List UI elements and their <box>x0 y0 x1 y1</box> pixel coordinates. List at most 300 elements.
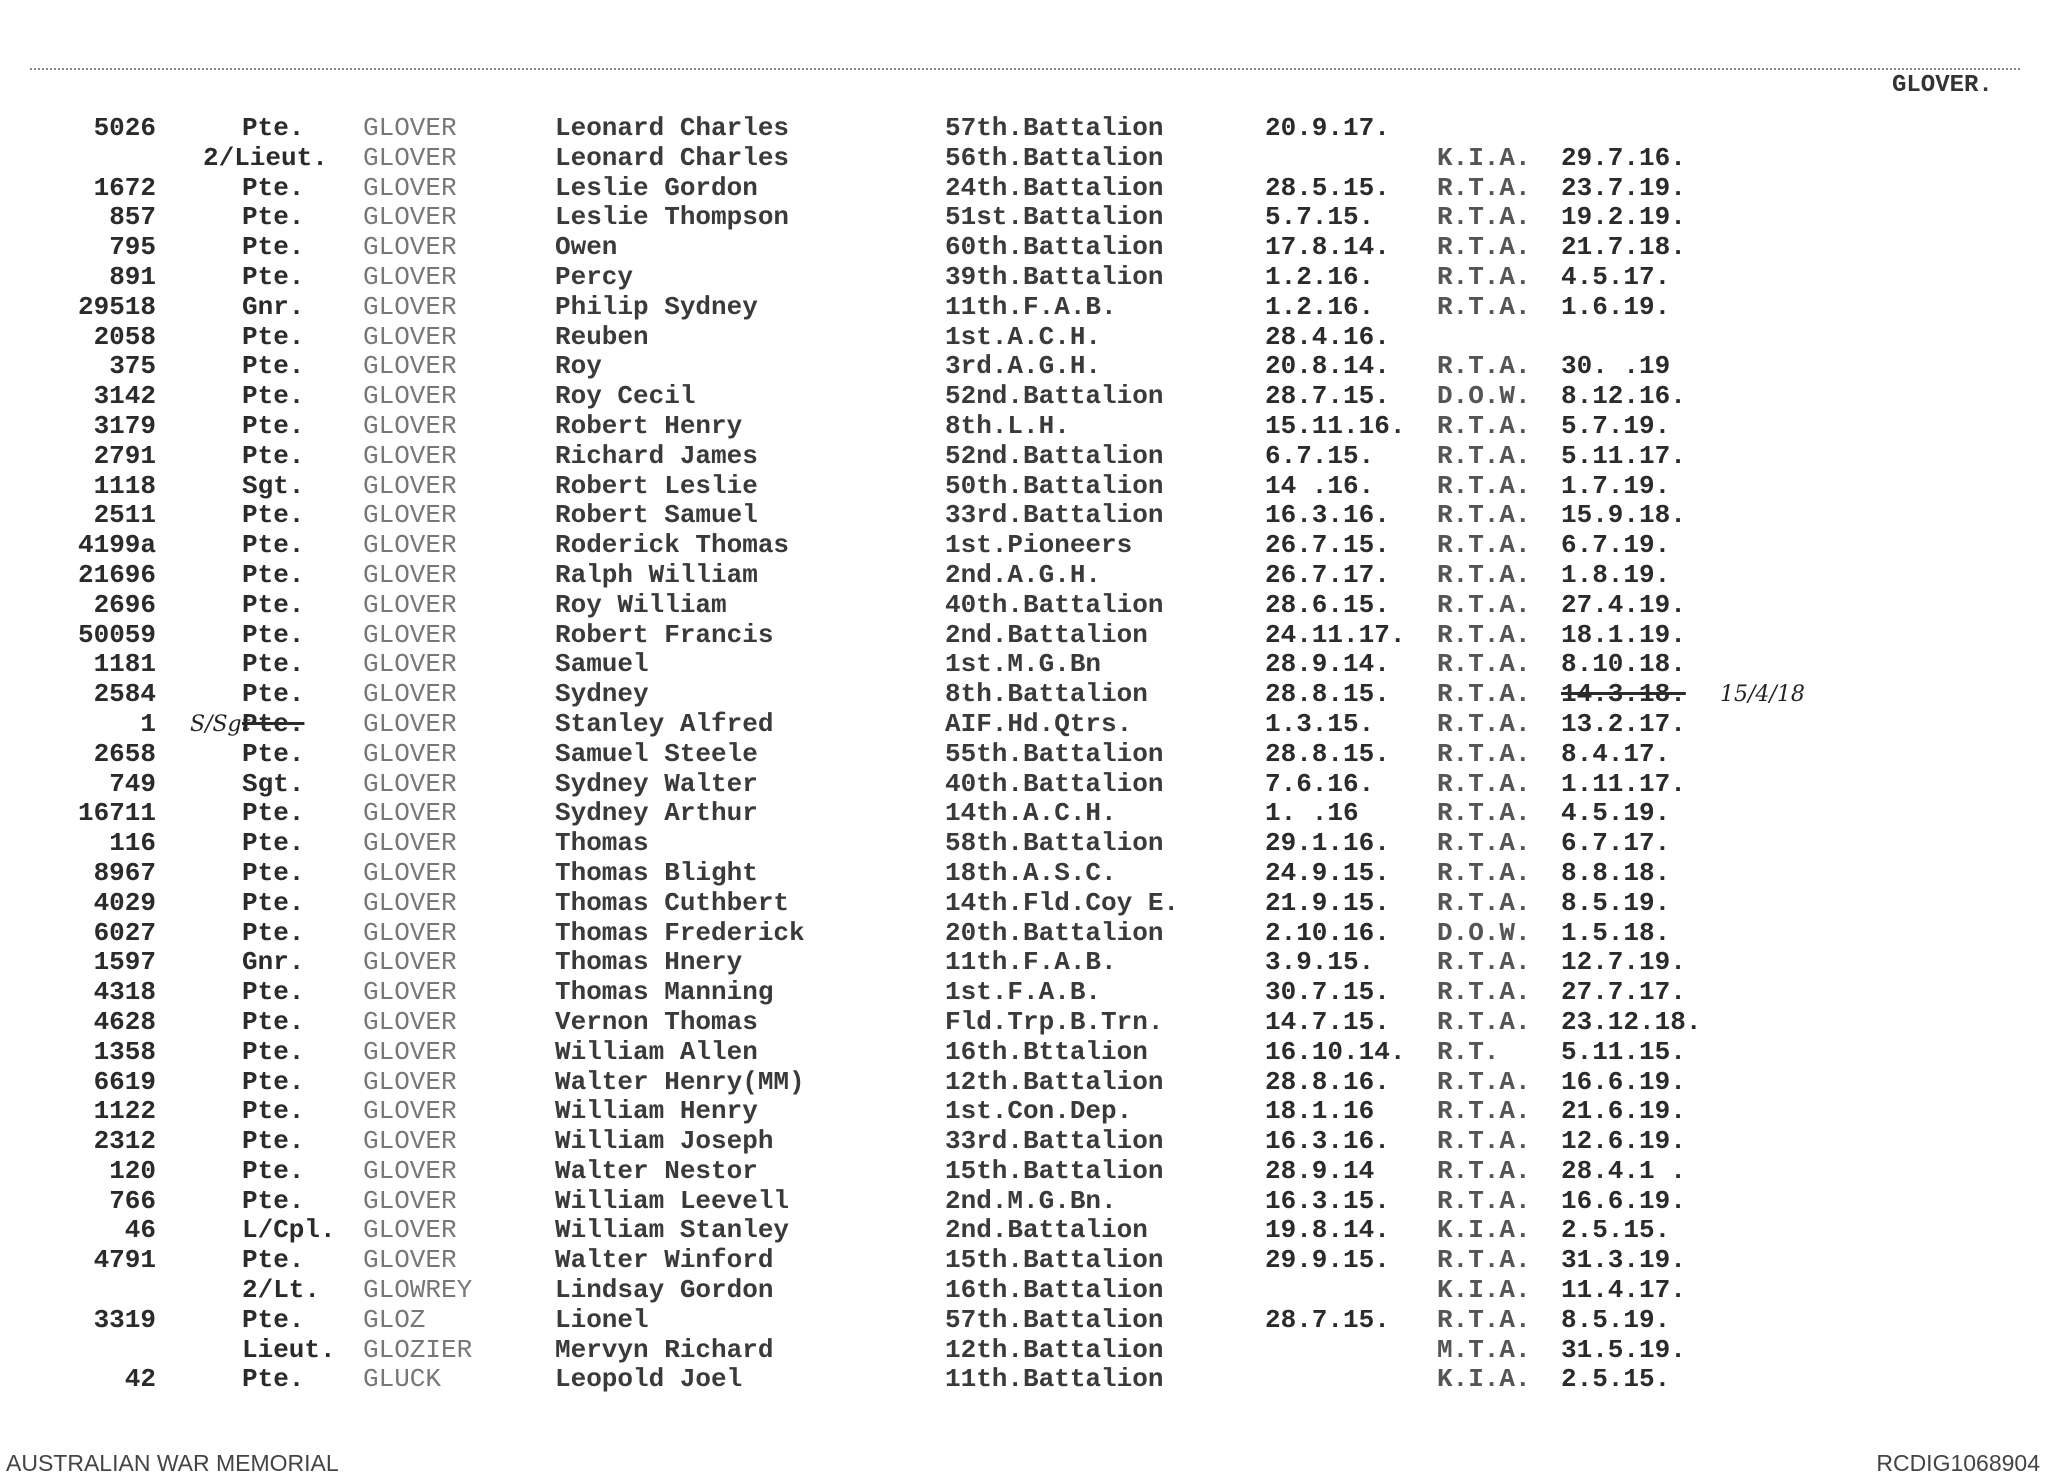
service-number: 2058 <box>93 321 156 352</box>
enlistment-date: 28.5.15. <box>1265 172 1390 203</box>
roll-entry <box>0 203 2048 233</box>
fate: R.T.A. <box>1437 768 1531 799</box>
given-names: Roy Cecil <box>555 381 696 412</box>
nominal-roll-list <box>0 114 2048 1395</box>
unit: 14th.A.C.H. <box>945 798 1117 829</box>
fate: R.T.A. <box>1437 1155 1531 1186</box>
fate: R.T.A. <box>1437 530 1531 561</box>
roll-entry <box>0 621 2048 651</box>
roll-entry <box>0 382 2048 412</box>
surname: GLOVER <box>363 1185 457 1216</box>
given-names: Lindsay Gordon <box>555 1275 774 1306</box>
given-names: Reuben <box>555 321 649 352</box>
unit: 56th.Battalion <box>945 142 1164 173</box>
enlistment-date: 14 .16. <box>1265 470 1375 501</box>
surname: GLOVER <box>363 649 457 680</box>
roll-entry <box>0 829 2048 859</box>
rank: Pte. <box>242 1036 305 1067</box>
fate: R.T.A. <box>1437 1304 1531 1335</box>
unit: 8th.L.H. <box>945 410 1070 441</box>
unit: 2nd.Battalion <box>945 619 1148 650</box>
surname: GLOVER <box>363 1245 457 1276</box>
service-number: 4029 <box>93 887 156 918</box>
service-number: 1672 <box>93 172 156 203</box>
rank: Pte. <box>242 1066 305 1097</box>
fate: R.T.A. <box>1437 649 1531 680</box>
roll-entry <box>0 1336 2048 1366</box>
given-names: Leslie Thompson <box>555 202 790 233</box>
surname: GLOZIER <box>363 1334 473 1365</box>
unit: 1st.A.C.H. <box>945 321 1102 352</box>
roll-entry <box>0 323 2048 353</box>
enlistment-date: 21.9.15. <box>1265 887 1390 918</box>
service-number: 766 <box>109 1185 156 1216</box>
fate-date: 8.5.19. <box>1561 1304 1671 1335</box>
given-names: Walter Nestor <box>555 1155 758 1186</box>
unit: 8th.Battalion <box>945 679 1148 710</box>
roll-entry <box>0 710 2048 740</box>
given-names: William Allen <box>555 1036 758 1067</box>
rank: Pte. <box>242 1006 305 1037</box>
roll-entry <box>0 770 2048 800</box>
unit: 24th.Battalion <box>945 172 1164 203</box>
fate: D.O.W. <box>1437 381 1531 412</box>
unit: 50th.Battalion <box>945 470 1164 501</box>
rank: Pte. <box>242 440 305 471</box>
service-number: 8967 <box>93 857 156 888</box>
rank: Pte. <box>242 1304 305 1335</box>
fate: R.T.A. <box>1437 172 1531 203</box>
unit: 57th.Battalion <box>945 113 1164 143</box>
fate: R.T.A. <box>1437 261 1531 292</box>
fate: R.T.A. <box>1437 1185 1531 1216</box>
rank: Pte. <box>242 828 305 859</box>
rank: Pte. <box>242 351 305 382</box>
surname: GLUCK <box>363 1364 442 1395</box>
roll-entry <box>0 1306 2048 1336</box>
unit: 2nd.A.G.H. <box>945 559 1102 590</box>
service-number: 1118 <box>93 470 156 501</box>
surname: GLOVER <box>363 470 457 501</box>
unit: 52nd.Battalion <box>945 381 1164 412</box>
fate: R.T.A. <box>1437 679 1531 710</box>
rank: Pte. <box>242 410 305 441</box>
page-heading-surname: GLOVER. <box>1892 72 1993 99</box>
service-number: 21696 <box>77 559 156 590</box>
given-names: Roy William <box>555 589 727 620</box>
given-names: Sydney <box>555 679 649 710</box>
service-number: 1597 <box>93 947 156 978</box>
rank: Sgt. <box>242 470 305 501</box>
given-names: Stanley Alfred <box>555 708 774 739</box>
rank: Pte. <box>242 1245 305 1276</box>
service-number: 1 <box>140 708 156 739</box>
given-names: Roy <box>555 351 602 382</box>
roll-entry <box>0 740 2048 770</box>
service-number: 6027 <box>93 917 156 948</box>
fate: R.T.A. <box>1437 798 1531 829</box>
enlistment-date: 1. .16 <box>1265 798 1359 829</box>
enlistment-date: 2.10.16. <box>1265 917 1390 948</box>
roll-entry <box>0 233 2048 263</box>
fate-date: 13.2.17. <box>1561 708 1686 739</box>
given-names: William Leevell <box>555 1185 790 1216</box>
fate-date: 4.5.19. <box>1561 798 1671 829</box>
service-number: 1181 <box>93 649 156 680</box>
given-names: Percy <box>555 261 634 292</box>
rank: Lieut. <box>242 1334 336 1365</box>
rank: L/Cpl. <box>242 1215 336 1246</box>
surname: GLOVER <box>363 261 457 292</box>
fate-date: 8.10.18. <box>1561 649 1686 680</box>
roll-entry <box>0 1187 2048 1217</box>
surname: GLOVER <box>363 1006 457 1037</box>
service-number: 29518 <box>77 291 156 322</box>
given-names: Vernon Thomas <box>555 1006 758 1037</box>
rank: Pte. <box>242 1185 305 1216</box>
unit: 1st.F.A.B. <box>945 977 1102 1008</box>
roll-entry <box>0 650 2048 680</box>
enlistment-date: 16.3.16. <box>1265 1126 1390 1157</box>
fate: R.T.A. <box>1437 559 1531 590</box>
roll-entry <box>0 1038 2048 1068</box>
roll-entry <box>0 293 2048 323</box>
roll-entry <box>0 144 2048 174</box>
rank: Pte. <box>242 559 305 590</box>
roll-entry <box>0 114 2048 144</box>
surname: GLOVER <box>363 619 457 650</box>
surname: GLOWREY <box>363 1275 473 1306</box>
fate-date: 5.11.17. <box>1561 440 1686 471</box>
surname: GLOVER <box>363 530 457 561</box>
fate-date: 12.7.19. <box>1561 947 1686 978</box>
fate: R.T.A. <box>1437 619 1531 650</box>
fate-date: 5.11.15. <box>1561 1036 1686 1067</box>
unit: 39th.Battalion <box>945 261 1164 292</box>
fate-date: 28.4.1 . <box>1561 1155 1686 1186</box>
fate-date: 1.11.17. <box>1561 768 1686 799</box>
fate: K.I.A. <box>1437 1275 1531 1306</box>
surname: GLOVER <box>363 172 457 203</box>
given-names: William Stanley <box>555 1215 790 1246</box>
rank: Pte. <box>242 679 305 710</box>
fate-date: 21.6.19. <box>1561 1096 1686 1127</box>
given-names: Roderick Thomas <box>555 530 790 561</box>
unit: 16th.Bttalion <box>945 1036 1148 1067</box>
surname: GLOVER <box>363 768 457 799</box>
roll-entry <box>0 442 2048 472</box>
unit: 11th.F.A.B. <box>945 291 1117 322</box>
handwritten-rank-note: S/Sgt <box>190 711 251 737</box>
roll-entry <box>0 501 2048 531</box>
service-number: 4628 <box>93 1006 156 1037</box>
roll-entry <box>0 561 2048 591</box>
fate-date: 2.5.15. <box>1561 1364 1671 1395</box>
roll-entry <box>0 1127 2048 1157</box>
surname: GLOVER <box>363 500 457 531</box>
service-number: 891 <box>109 261 156 292</box>
fate-date: 21.7.18. <box>1561 232 1686 263</box>
unit: 15th.Battalion <box>945 1245 1164 1276</box>
fate-date: 23.12.18. <box>1561 1006 1702 1037</box>
rank: Pte. <box>242 589 305 620</box>
unit: 15th.Battalion <box>945 1155 1164 1186</box>
enlistment-date: 16.10.14. <box>1265 1036 1406 1067</box>
given-names: Leonard Charles <box>555 113 790 143</box>
unit: Fld.Trp.B.Trn. <box>945 1006 1164 1037</box>
given-names: Leslie Gordon <box>555 172 758 203</box>
unit: 1st.Pioneers <box>945 530 1133 561</box>
rank: Pte. <box>242 738 305 769</box>
service-number: 4791 <box>93 1245 156 1276</box>
unit: 33rd.Battalion <box>945 500 1164 531</box>
fate-date: 18.1.19. <box>1561 619 1686 650</box>
surname: GLOVER <box>363 1155 457 1186</box>
surname: GLOVER <box>363 202 457 233</box>
fate-date: 5.7.19. <box>1561 410 1671 441</box>
unit: 57th.Battalion <box>945 1304 1164 1335</box>
service-number: 1358 <box>93 1036 156 1067</box>
roll-entry <box>0 978 2048 1008</box>
given-names: Thomas Cuthbert <box>555 887 790 918</box>
fate: R.T.A. <box>1437 351 1531 382</box>
fate-date: 15.9.18. <box>1561 500 1686 531</box>
service-number: 42 <box>124 1364 156 1395</box>
roll-entry <box>0 799 2048 829</box>
fate: R.T.A. <box>1437 887 1531 918</box>
given-names: Walter Winford <box>555 1245 774 1276</box>
service-number: 749 <box>109 768 156 799</box>
enlistment-date: 20.8.14. <box>1265 351 1390 382</box>
unit: 51st.Battalion <box>945 202 1164 233</box>
enlistment-date: 28.7.15. <box>1265 1304 1390 1335</box>
service-number: 3142 <box>93 381 156 412</box>
surname: GLOVER <box>363 440 457 471</box>
enlistment-date: 28.9.14. <box>1265 649 1390 680</box>
unit: 40th.Battalion <box>945 768 1164 799</box>
rank: Pte. <box>242 619 305 650</box>
enlistment-date: 5.7.15. <box>1265 202 1375 233</box>
fate-date: 1.5.18. <box>1561 917 1671 948</box>
fate-date: 30. .19 <box>1561 351 1671 382</box>
surname: GLOVER <box>363 381 457 412</box>
given-names: Thomas Blight <box>555 857 758 888</box>
fate: R.T.A. <box>1437 232 1531 263</box>
rank: Pte. <box>242 321 305 352</box>
given-names: Walter Henry(MM) <box>555 1066 805 1097</box>
roll-entry <box>0 472 2048 502</box>
fate: R.T.A. <box>1437 1006 1531 1037</box>
fate-date: 8.8.18. <box>1561 857 1671 888</box>
given-names: Sydney Arthur <box>555 798 758 829</box>
given-names: Sydney Walter <box>555 768 758 799</box>
surname: GLOVER <box>363 857 457 888</box>
unit: 1st.Con.Dep. <box>945 1096 1133 1127</box>
rank: Sgt. <box>242 768 305 799</box>
rank: Pte. <box>242 857 305 888</box>
roll-entry <box>0 948 2048 978</box>
enlistment-date: 28.8.16. <box>1265 1066 1390 1097</box>
surname: GLOVER <box>363 589 457 620</box>
enlistment-date: 17.8.14. <box>1265 232 1390 263</box>
fate: R.T.A. <box>1437 738 1531 769</box>
fate-date: 12.6.19. <box>1561 1126 1686 1157</box>
roll-entry <box>0 1216 2048 1246</box>
fate-date: 1.8.19. <box>1561 559 1671 590</box>
service-number: 2791 <box>93 440 156 471</box>
fate-date: 14.3.18. <box>1561 679 1686 710</box>
enlistment-date: 28.6.15. <box>1265 589 1390 620</box>
fate: R.T.A. <box>1437 1126 1531 1157</box>
surname: GLOVER <box>363 142 457 173</box>
roll-entry <box>0 1157 2048 1187</box>
service-number: 795 <box>109 232 156 263</box>
unit: 12th.Battalion <box>945 1066 1164 1097</box>
surname: GLOZ <box>363 1304 426 1335</box>
fate-date: 1.7.19. <box>1561 470 1671 501</box>
enlistment-date: 6.7.15. <box>1265 440 1375 471</box>
unit: 2nd.M.G.Bn. <box>945 1185 1117 1216</box>
fate: K.I.A. <box>1437 142 1531 173</box>
handwritten-date-note: 15/4/18 <box>1720 682 1805 708</box>
rank: Pte. <box>242 113 305 143</box>
enlistment-date: 14.7.15. <box>1265 1006 1390 1037</box>
enlistment-date: 18.1.16 <box>1265 1096 1375 1127</box>
fate: R.T.A. <box>1437 202 1531 233</box>
rank: Pte. <box>242 261 305 292</box>
given-names: Mervyn Richard <box>555 1334 774 1365</box>
service-number: 3179 <box>93 410 156 441</box>
surname: GLOVER <box>363 828 457 859</box>
given-names: Lionel <box>555 1304 649 1335</box>
rank: Gnr. <box>242 291 305 322</box>
enlistment-date: 28.4.16. <box>1265 321 1390 352</box>
rank: Pte. <box>242 1096 305 1127</box>
unit: 11th.Battalion <box>945 1364 1164 1395</box>
roll-entry <box>0 352 2048 382</box>
roll-entry <box>0 1365 2048 1395</box>
fate-date: 1.6.19. <box>1561 291 1671 322</box>
enlistment-date: 28.7.15. <box>1265 381 1390 412</box>
enlistment-date: 30.7.15. <box>1265 977 1390 1008</box>
roll-entry <box>0 174 2048 204</box>
footer-record-id: RCDIG1068904 <box>1876 1450 2040 1476</box>
given-names: William Joseph <box>555 1126 774 1157</box>
surname: GLOVER <box>363 559 457 590</box>
rank: Pte. <box>242 202 305 233</box>
surname: GLOVER <box>363 410 457 441</box>
service-number: 2312 <box>93 1126 156 1157</box>
given-names: Thomas Hnery <box>555 947 743 978</box>
service-number: 375 <box>109 351 156 382</box>
fate: R.T.A. <box>1437 291 1531 322</box>
given-names: Thomas Frederick <box>555 917 805 948</box>
unit: 3rd.A.G.H. <box>945 351 1102 382</box>
enlistment-date: 1.3.15. <box>1265 708 1375 739</box>
surname: GLOVER <box>363 887 457 918</box>
fate-date: 23.7.19. <box>1561 172 1686 203</box>
surname: GLOVER <box>363 113 457 143</box>
fate-date: 2.5.15. <box>1561 1215 1671 1246</box>
surname: GLOVER <box>363 1126 457 1157</box>
rank: Pte. <box>242 1126 305 1157</box>
unit: 2nd.Battalion <box>945 1215 1148 1246</box>
rank: Pte. <box>242 172 305 203</box>
service-number: 857 <box>109 202 156 233</box>
top-rule <box>30 68 2020 70</box>
given-names: Robert Samuel <box>555 500 758 531</box>
rank: Pte. <box>242 798 305 829</box>
given-names: Ralph William <box>555 559 758 590</box>
surname: GLOVER <box>363 947 457 978</box>
enlistment-date: 28.8.15. <box>1265 738 1390 769</box>
given-names: Thomas Manning <box>555 977 774 1008</box>
rank: 2/Lt. <box>242 1275 321 1306</box>
service-number: 2584 <box>93 679 156 710</box>
fate: R.T.A. <box>1437 1066 1531 1097</box>
enlistment-date: 3.9.15. <box>1265 947 1375 978</box>
surname: GLOVER <box>363 708 457 739</box>
unit: 18th.A.S.C. <box>945 857 1117 888</box>
service-number: 16711 <box>77 798 156 829</box>
roll-entry <box>0 412 2048 442</box>
rank: Gnr. <box>242 947 305 978</box>
fate: R.T. <box>1437 1036 1500 1067</box>
roll-entry <box>0 859 2048 889</box>
service-number: 50059 <box>77 619 156 650</box>
fate-date: 19.2.19. <box>1561 202 1686 233</box>
enlistment-date: 29.9.15. <box>1265 1245 1390 1276</box>
surname: GLOVER <box>363 1096 457 1127</box>
given-names: Samuel Steele <box>555 738 758 769</box>
service-number: 4318 <box>93 977 156 1008</box>
surname: GLOVER <box>363 1066 457 1097</box>
fate: R.T.A. <box>1437 1245 1531 1276</box>
rank: Pte. <box>242 887 305 918</box>
enlistment-date: 20.9.17. <box>1265 113 1390 143</box>
roll-entry <box>0 1097 2048 1127</box>
unit: 12th.Battalion <box>945 1334 1164 1365</box>
unit: 1st.M.G.Bn <box>945 649 1102 680</box>
service-number: 3319 <box>93 1304 156 1335</box>
given-names: Thomas <box>555 828 649 859</box>
unit: 55th.Battalion <box>945 738 1164 769</box>
fate-date: 27.4.19. <box>1561 589 1686 620</box>
fate: R.T.A. <box>1437 708 1531 739</box>
enlistment-date: 26.7.15. <box>1265 530 1390 561</box>
rank: Pte. <box>242 1364 305 1395</box>
fate-date: 31.3.19. <box>1561 1245 1686 1276</box>
surname: GLOVER <box>363 917 457 948</box>
given-names: Robert Francis <box>555 619 774 650</box>
given-names: Owen <box>555 232 618 263</box>
rank: Pte. <box>242 649 305 680</box>
fate: D.O.W. <box>1437 917 1531 948</box>
enlistment-date: 24.9.15. <box>1265 857 1390 888</box>
rank: Pte. <box>242 1155 305 1186</box>
roll-entry <box>0 1008 2048 1038</box>
fate-date: 6.7.17. <box>1561 828 1671 859</box>
unit: 11th.F.A.B. <box>945 947 1117 978</box>
service-number: 120 <box>109 1155 156 1186</box>
unit: 14th.Fld.Coy E. <box>945 887 1180 918</box>
fate-date: 6.7.19. <box>1561 530 1671 561</box>
fate: R.T.A. <box>1437 410 1531 441</box>
fate: R.T.A. <box>1437 977 1531 1008</box>
unit: 16th.Battalion <box>945 1275 1164 1306</box>
rank: Pte. <box>242 381 305 412</box>
unit: 52nd.Battalion <box>945 440 1164 471</box>
